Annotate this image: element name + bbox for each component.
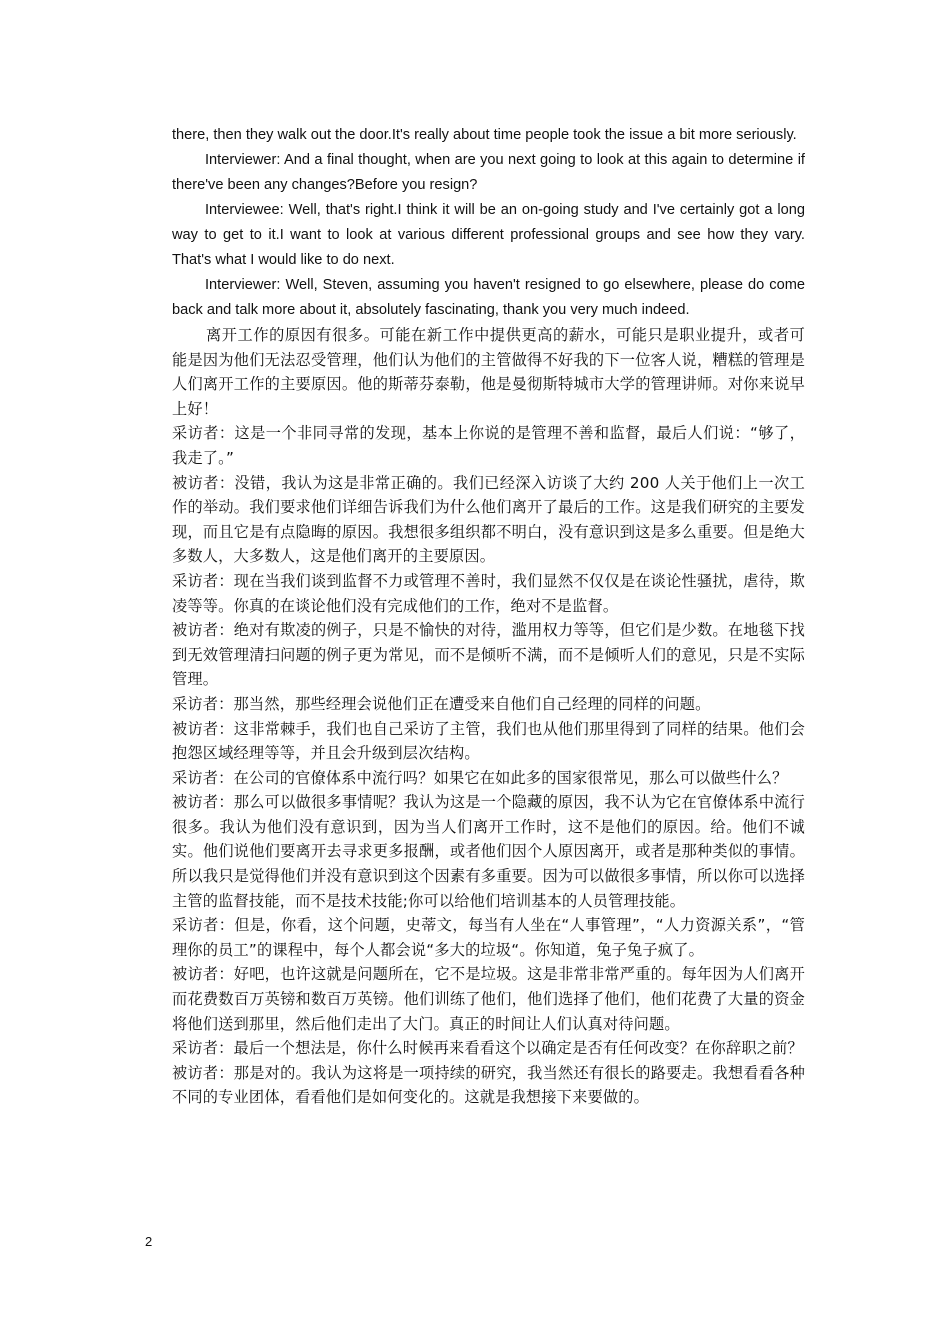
chinese-paragraph: 被访者：好吧，也许这就是问题所在，它不是垃圾。这是非常非常严重的。每年因为人们离开而花费数百万英镑和数百万英镑。他们训练了他们，他们选择了他们，他们花费了大量的资金将他们送到那里，然后他们走出了大门。真正的时间让人们认真对待问题。 <box>172 965 805 1033</box>
chinese-paragraph: 被访者：没错，我认为这是非常正确的。我们已经深入访谈了大约 200 人关于他们上一次工作的举动。我们要求他们详细告诉我们为什么他们离开了最后的工作。这是我们研究的主要发现，而且它是有点隐晦的原因。我想很多组织都不明白，没有意识到这是多么重要。但是绝大多数人，大多数人，这是他们离开的主要原因。 <box>172 473 805 566</box>
chinese-translation <box>172 323 805 1110</box>
english-transcript <box>172 123 805 323</box>
chinese-paragraph: 采访者：最后一个想法是，你什么时候再来看看这个以确定是否有任何改变？在你辞职之前？ <box>172 1039 803 1058</box>
chinese-paragraph: 采访者：这是一个非同寻常的发现，基本上你说的是管理不善和监督，最后人们说：“够了，我走了。” <box>172 424 805 467</box>
text-column <box>172 123 805 1110</box>
chinese-paragraph: 被访者：那是对的。我认为这将是一项持续的研究，我当然还有很长的路要走。我想看看各种不同的专业团体，看看他们是如何变化的。这就是我想接下来要做的。 <box>172 1063 805 1107</box>
chinese-paragraph: 被访者：那么可以做很多事情呢？我认为这是一个隐藏的原因，我不认为它在官僚体系中流行很多。我认为他们没有意识到，因为当人们离开工作时，这不是他们的原因。给。他们不诚实。他们说他们要离开去寻求更多报酬，或者他们因个人原因离开，或者是那种类似的事情。所以我只是觉得他们并没有意识到这个因素有多重要。因为可以做很多事情，所以你可以选择主管的监督技能，而不是技术技能;你可以给他们培训基本的人员管理技能。 <box>172 793 805 910</box>
chinese-paragraph: 被访者：绝对有欺凌的例子，只是不愉快的对待，滥用权力等等，但它们是少数。在地毯下找到无效管理清扫问题的例子更为常见，而不是倾听不满，而不是倾听人们的意见，只是不实际管理。 <box>172 621 805 689</box>
chinese-paragraph: 采访者：那当然，那些经理会说他们正在遭受来自他们自己经理的同样的问题。 <box>172 694 711 713</box>
english-paragraph: there, then they walk out the door.It's really about time people took the issue a bit more seriously. <box>172 127 797 143</box>
chinese-paragraph: 采访者：但是，你看，这个问题，史蒂文，每当有人坐在“人事管理”，“人力资源关系”，“管理你的员工”的课程中，每个人都会说“多大的垃圾“。你知道，兔子兔子疯了。 <box>172 916 805 959</box>
chinese-paragraph: 采访者：现在当我们谈到监督不力或管理不善时，我们显然不仅仅是在谈论性骚扰，虐待，欺凌等等。你真的在谈论他们没有完成他们的工作，绝对不是监督。 <box>172 571 805 615</box>
chinese-paragraph: 采访者：在公司的官僚体系中流行吗？如果它在如此多的国家很常见，那么可以做些什么？ <box>172 768 788 787</box>
chinese-paragraph: 离开工作的原因有很多。可能在新工作中提供更高的薪水，可能只是职业提升，或者可能是因为他们无法忍受管理，他们认为他们的主管做得不好我的下一位客人说，糟糕的管理是人们离开工作的主要原因。他的斯蒂芬泰勒，他是曼彻斯特城市大学的管理讲师。对你来说早上好！ <box>172 326 805 418</box>
english-paragraph: Interviewer: And a final thought, when are you next going to look at this again to determine if there've been any changes?Before you resign? <box>172 152 805 193</box>
english-paragraph: Interviewer: Well, Steven, assuming you haven't resigned to go elsewhere, please do come back and talk more about it, absolutely fascinating, thank you very much indeed. <box>172 277 805 318</box>
english-paragraph: Interviewee: Well, that's right.I think it will be an on-going study and I've certainly got a long way to get to it.I want to look at various different professional groups and see how they vary. That's what I would like to do next. <box>172 202 805 268</box>
page-number: 2 <box>145 1234 153 1249</box>
chinese-paragraph: 被访者：这非常棘手，我们也自己采访了主管，我们也从他们那里得到了同样的结果。他们会抱怨区域经理等等，并且会升级到层次结构。 <box>172 719 805 763</box>
